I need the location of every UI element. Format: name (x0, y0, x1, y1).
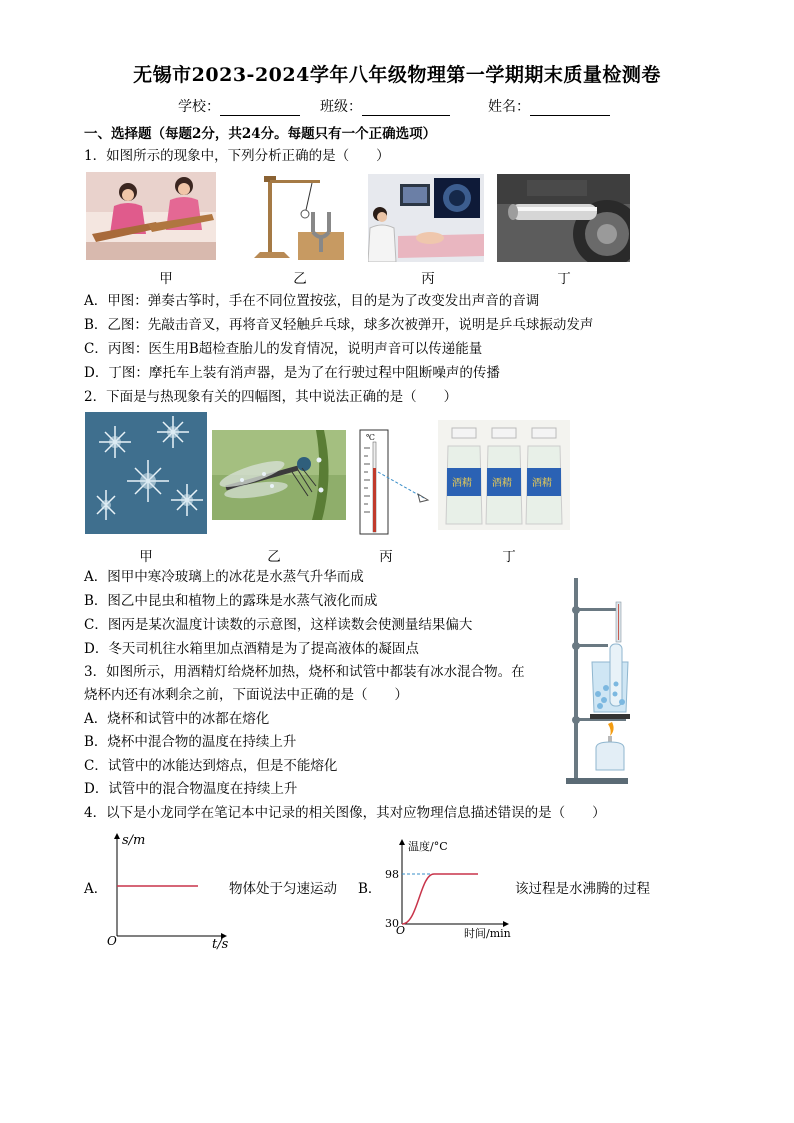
graph-a-ylabel: s/m (122, 833, 146, 848)
q2-ice-flower-image (85, 412, 207, 534)
name-field (488, 96, 610, 116)
q3-option-a: A．烧杯和试管中的冰都在熔化 (84, 711, 270, 727)
q1-caption-ding: 丁 (557, 271, 571, 287)
q3-option-d: D．试管中的混合物温度在持续上升 (84, 781, 298, 797)
q1-muffler-image (497, 174, 630, 262)
q4-option-b-desc: 该过程是水沸腾的过程 (515, 881, 650, 897)
school-blank[interactable] (220, 101, 300, 116)
graph-a-origin: O (107, 934, 117, 948)
q1-option-a: A．甲图：弹奏古筝时，手在不同位置按弦，目的是为了改变发出声音的音调 (84, 293, 540, 309)
q2-caption-yi: 乙 (267, 549, 281, 565)
class-field (320, 96, 450, 116)
q4-option-a-desc: 物体处于匀速运动 (229, 881, 337, 897)
q3-option-c: C．试管中的冰能达到熔点，但是不能熔化 (84, 758, 338, 774)
class-blank[interactable] (362, 101, 450, 116)
q3-stem-line1: 3．如图所示，用酒精灯给烧杯加热，烧杯和试管中都装有冰水混合物。在 (84, 664, 525, 680)
q4-option-a-label: A． (84, 881, 108, 897)
class-label: 班级： (320, 99, 362, 115)
graph-b-ylabel: 温度/°C (408, 840, 448, 853)
q2-option-a: A．图甲中寒冷玻璃上的冰花是水蒸气升华而成 (84, 569, 364, 585)
q2-caption-bing: 丙 (379, 549, 393, 565)
q1-option-c: C．丙图：医生用B超检查胎儿的发育情况，说明声音可以传递能量 (84, 341, 483, 357)
q2-dew-image (212, 430, 346, 520)
section-heading: 一、选择题（每题2分，共24分。每题只有一个正确选项） (84, 126, 437, 142)
bottle-label-1: 酒精 (452, 478, 472, 489)
q2-caption-jia: 甲 (139, 549, 153, 565)
graph-b-tick-30: 30 (385, 917, 399, 930)
q1-tuning-fork-image (250, 172, 345, 262)
q3-option-b: B．烧杯中混合物的温度在持续上升 (84, 734, 297, 750)
q1-guzheng-image (86, 172, 216, 260)
q2-thermometer-image (358, 428, 432, 536)
graph-a-xlabel: t/s (212, 937, 229, 952)
school-label: 学校： (178, 99, 220, 115)
q4-option-b-label: B． (358, 881, 382, 897)
q1-caption-bing: 丙 (421, 271, 435, 287)
q2-option-c: C．图丙是某次温度计读数的示意图，这样读数会使测量结果偏大 (84, 617, 473, 633)
bottle-label-3: 酒精 (532, 478, 552, 489)
q1-option-d: D．丁图：摩托车上装有消声器，是为了在行驶过程中阻断噪声的传播 (84, 365, 500, 381)
graph-b-xlabel: 时间/min (464, 927, 511, 940)
graph-b-origin: O (396, 924, 406, 937)
q2-option-d: D．冬天司机往水箱里加点酒精是为了提高液体的凝固点 (84, 641, 419, 657)
q1-stem: 1．如图所示的现象中，下列分析正确的是（ ） (84, 148, 390, 164)
name-blank[interactable] (530, 101, 610, 116)
q1-ultrasound-image (368, 174, 484, 262)
graph-b-tick-98: 98 (385, 868, 399, 881)
q2-caption-ding: 丁 (502, 549, 516, 565)
thermometer-unit: ℃ (366, 433, 375, 442)
q3-heating-apparatus-image (560, 574, 630, 786)
bottle-label-2: 酒精 (492, 478, 512, 489)
school-field (178, 96, 300, 116)
graph-b-curve (402, 874, 478, 924)
q2-alcohol-bottles-image (438, 420, 570, 530)
q1-option-b: B．乙图：先敲击音叉，再将音叉轻触乒乓球，球多次被弹开，说明是乒乓球振动发声 (84, 317, 594, 333)
q2-option-b: B．图乙中昆虫和植物上的露珠是水蒸气液化而成 (84, 593, 378, 609)
q4-graph-a (100, 826, 240, 952)
q3-stem-line2: 烧杯内还有冰剩余之前，下面说法中正确的是（ ） (84, 687, 408, 703)
q1-caption-yi: 乙 (293, 271, 307, 287)
q4-stem: 4．以下是小龙同学在笔记本中记录的相关图像，其对应物理信息描述错误的是（ ） (84, 805, 606, 821)
q2-stem: 2．下面是与热现象有关的四幅图，其中说法正确的是（ ） (84, 389, 458, 405)
name-label: 姓名： (488, 99, 530, 115)
q4-graph-b (380, 836, 520, 942)
q1-caption-jia: 甲 (159, 271, 173, 287)
page-title: 无锡市2023-2024学年八年级物理第一学期期末质量检测卷 (133, 64, 661, 86)
